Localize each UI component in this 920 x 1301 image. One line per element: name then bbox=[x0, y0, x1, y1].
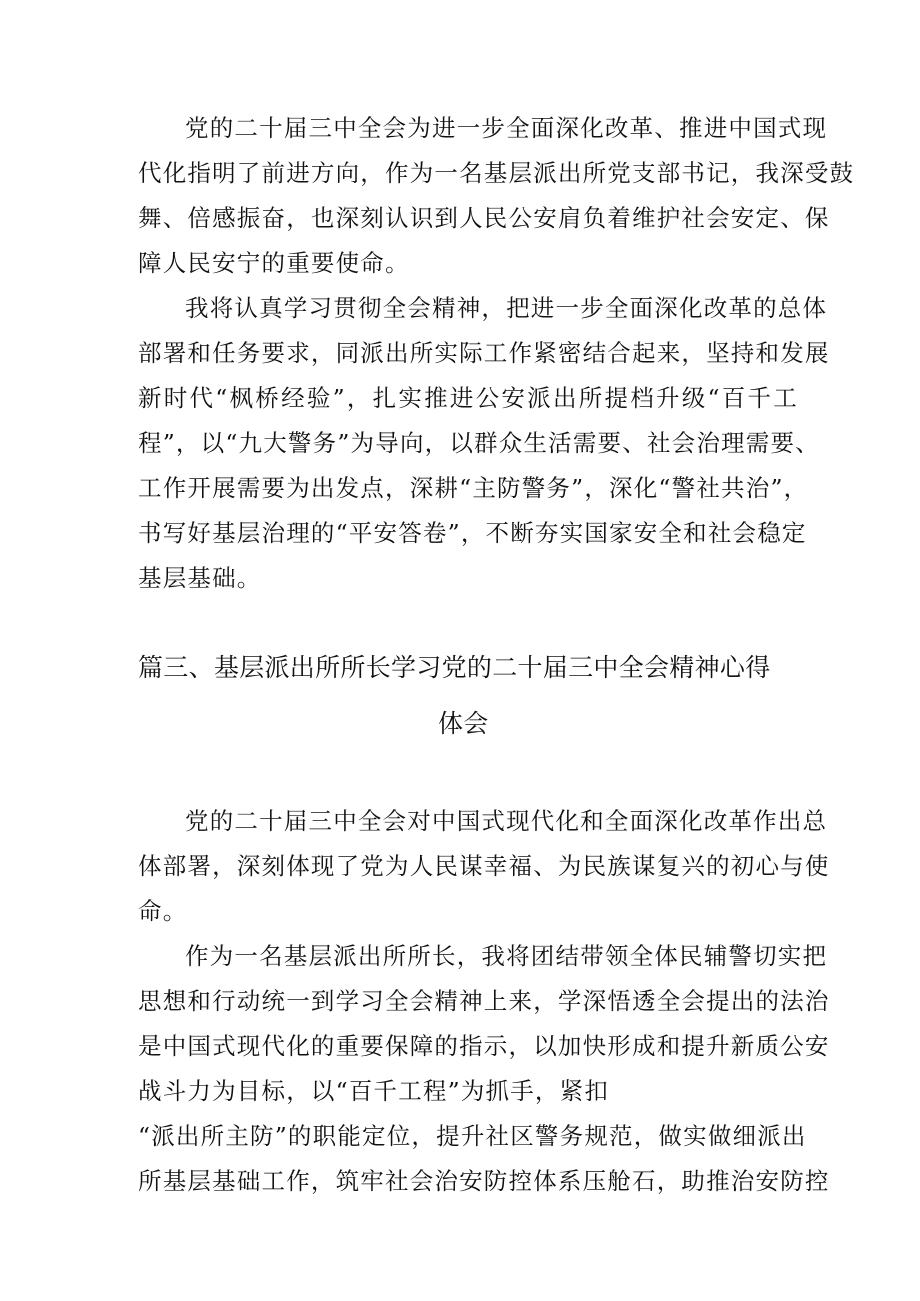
paragraph-line: “派出所主防”的职能定位，提升社区警务规范，做实做细派出 bbox=[138, 1122, 807, 1150]
paragraph-line: 障人民安宁的重要使命。 bbox=[138, 249, 410, 277]
paragraph-line: 我将认真学习贯彻全会精神，把进一步全面深化改革的总体 bbox=[185, 294, 828, 322]
paragraph-line: 代化指明了前进方向，作为一名基层派出所党支部书记，我深受鼓 bbox=[138, 159, 855, 187]
paragraph-line: 是中国式现代化的重要保障的指示，以加快形成和提升新质公安 bbox=[138, 1032, 830, 1060]
paragraph-line: 命。 bbox=[138, 897, 188, 925]
paragraph-line: 党的二十届三中全会为进一步全面深化改革、推进中国式现 bbox=[185, 114, 828, 142]
paragraph-line: 基层基础。 bbox=[138, 564, 262, 592]
paragraph-line: 程”，以“九大警务”为导向，以群众生活需要、社会治理需要、 bbox=[138, 429, 820, 457]
paragraph-line: 战斗力为目标，以“百千工程”为抓手，紧扣 bbox=[138, 1077, 610, 1105]
paragraph-line: 新时代“枫桥经验”，扎实推进公安派出所提档升级“百千工 bbox=[138, 384, 798, 412]
section-title-continuation: 体会 bbox=[438, 709, 489, 738]
paragraph-line: 书写好基层治理的“平安答卷”，不断夯实国家安全和社会稳定 bbox=[138, 519, 807, 547]
paragraph-line: 工作开展需要为出发点，深耕“主防警务”，深化“警社共治”， bbox=[138, 474, 809, 502]
paragraph-line: 思想和行动统一到学习全会精神上来，学深悟透全会提出的法治 bbox=[138, 987, 830, 1015]
paragraph-line: 舞、倍感振奋，也深刻认识到人民公安肩负着维护社会安定、保 bbox=[138, 204, 830, 232]
paragraph-line: 党的二十届三中全会对中国式现代化和全面深化改革作出总 bbox=[185, 807, 828, 835]
section-title: 篇三、基层派出所所长学习党的二十届三中全会精神心得 bbox=[138, 653, 771, 682]
paragraph-line: 体部署，深刻体现了党为人民谋幸福、为民族谋复兴的初心与使 bbox=[138, 852, 830, 880]
paragraph-line: 所基层基础工作，筑牢社会治安防控体系压舱石，助推治安防控 bbox=[138, 1167, 830, 1195]
paragraph-line: 部署和任务要求，同派出所实际工作紧密结合起来，坚持和发展 bbox=[138, 339, 830, 367]
paragraph-line: 作为一名基层派出所所长，我将团结带领全体民辅警切实把 bbox=[185, 942, 828, 970]
